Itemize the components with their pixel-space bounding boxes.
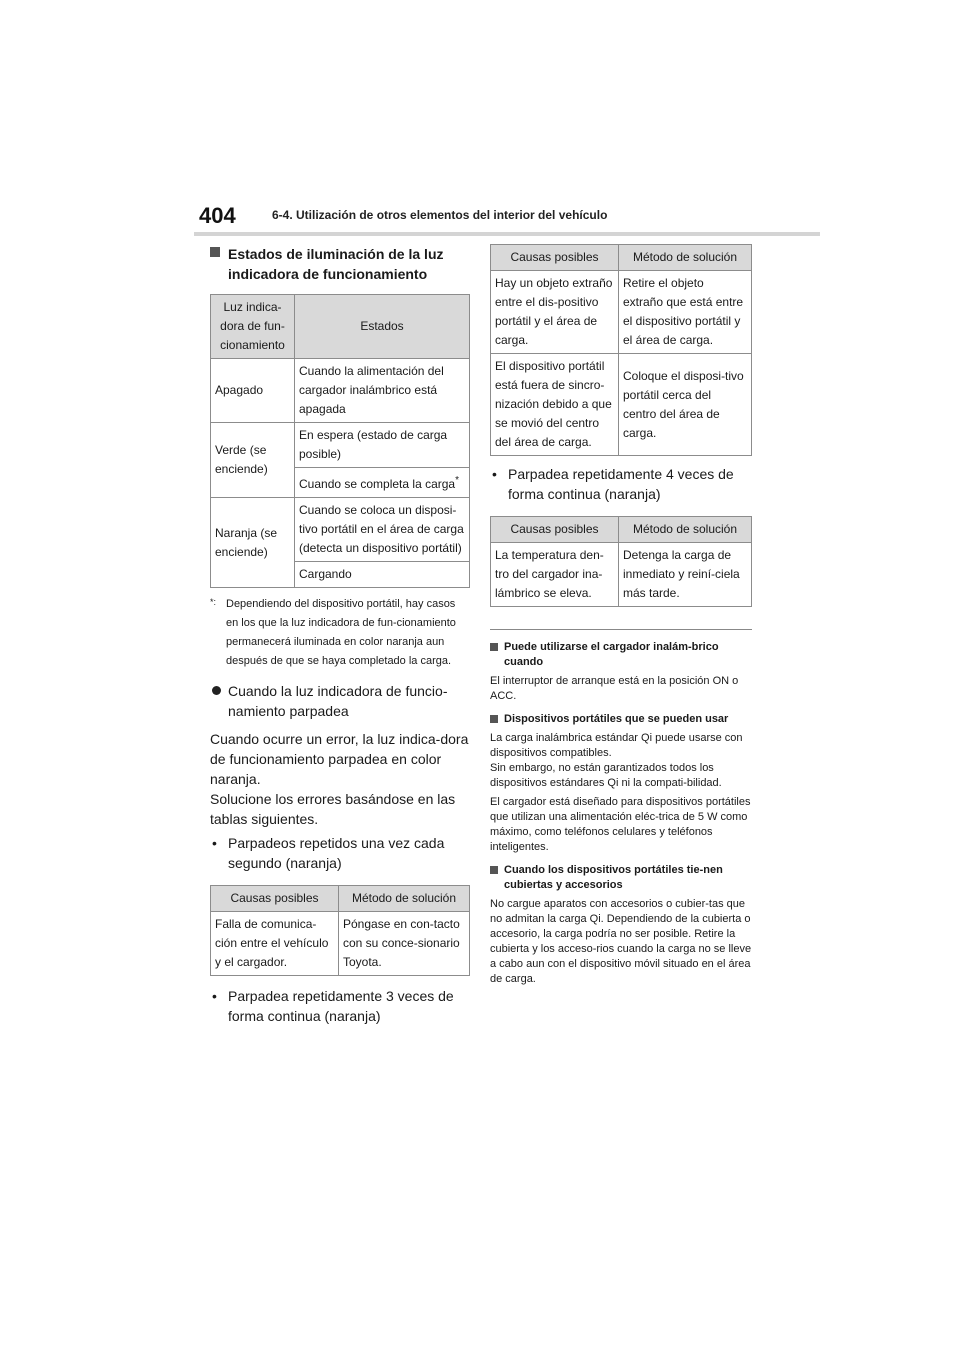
- table-header-cell: Método de solución: [619, 517, 752, 543]
- list-item-text: Parpadeos repetidos una vez cada segundo (naranja): [228, 835, 445, 871]
- table-header-cell: Método de solución: [339, 886, 470, 912]
- error-table-3: [490, 516, 752, 607]
- error-table-1: [210, 885, 470, 976]
- table-cell: Cargando: [295, 562, 470, 588]
- footnote: [210, 595, 470, 671]
- table-header-row: [211, 295, 470, 359]
- list-item-text: Parpadea repetidamente 3 veces de forma continua (naranja): [228, 988, 454, 1024]
- list-item: [490, 464, 752, 504]
- table-cell: Póngase en con-tacto con su conce-sionario Toyota.: [339, 912, 470, 976]
- bullet-glyph: •: [212, 988, 217, 1004]
- paragraph: Solucione los errores basándose en las tablas siguientes.: [210, 791, 456, 827]
- indicator-states-table: [210, 294, 470, 588]
- table-cell: Naranja (se enciende): [211, 498, 295, 588]
- note-paragraph: La carga inalámbrica estándar Qi puede usarse con dispositivos compatibles.: [490, 732, 743, 759]
- table-cell: Coloque el disposi-tivo portátil cerca del centro del área de carga.: [619, 354, 752, 456]
- note-paragraph: El cargador está diseñado para dispositivos portátiles que utilizan una alimentación eléc-trica de 5 W como máximo, como teléfonos celulares y teléfonos inteligentes.: [490, 796, 751, 853]
- section-heading: [210, 244, 470, 284]
- table-header-cell: Causas posibles: [211, 886, 339, 912]
- table-row: [211, 498, 470, 562]
- cell-text: Cuando se completa la carga: [299, 477, 456, 491]
- page-number: 404: [199, 203, 236, 228]
- list-item-text: Parpadea repetidamente 4 veces de forma continua (naranja): [508, 466, 734, 502]
- table-header-cell: Causas posibles: [491, 517, 619, 543]
- note-paragraph: El interruptor de arranque está en la posición ON o ACC.: [490, 675, 739, 702]
- table-header-row: [491, 245, 752, 271]
- note-heading: [490, 640, 752, 670]
- note-heading-text: Cuando los dispositivos portátiles tie-nen cubiertas y accesorios: [504, 864, 723, 891]
- divider: [490, 629, 752, 630]
- table-cell: Verde (se enciende): [211, 423, 295, 498]
- table-cell: En espera (estado de carga posible): [295, 423, 470, 468]
- note-heading: [490, 863, 752, 893]
- square-bullet-icon: [490, 866, 498, 874]
- list-item: [210, 833, 470, 873]
- round-bullet-icon: [212, 686, 221, 695]
- table-row: [211, 359, 470, 423]
- note-paragraph: No cargue aparatos con accesorios o cubier-tas que no admitan la carga Qi. Dependiendo de la cubierta o accesorio, la carga podría no ser posible. Retire la cubierta y los acceso-rios cuando la carga no se lleve a cabo aun con el dispositivo móvil situado en el área de carga.: [490, 898, 752, 985]
- table-cell: Falla de comunica-ción entre el vehículo y el cargador.: [211, 912, 339, 976]
- table-cell: El dispositivo portátil está fuera de sincro-nización debido a que se movió del centro del área de carga.: [491, 354, 619, 456]
- bullet-heading-text: Cuando la luz indicadora de funcio-namiento parpadea: [228, 683, 448, 719]
- table-cell: La temperatura den-tro del cargador ina-lámbrico se eleva.: [491, 543, 619, 607]
- table-row: [211, 912, 470, 976]
- note-heading-text: Puede utilizarse el cargador inalám-brico cuando: [504, 641, 719, 668]
- table-cell: Cuando la alimentación del cargador inalámbrico está apagada: [295, 359, 470, 423]
- table-cell: Retire el objeto extraño que está entre el dispositivo portátil y el área de carga.: [619, 271, 752, 354]
- bullet-glyph: •: [212, 835, 217, 851]
- square-bullet-icon: [490, 643, 498, 651]
- paragraph: Cuando ocurre un error, la luz indica-dora de funcionamiento parpadea en color naranja.: [210, 731, 469, 787]
- square-bullet-icon: [210, 247, 220, 257]
- list-item: [210, 986, 470, 1026]
- table-header-cell: Método de solución: [619, 245, 752, 271]
- footnote-mark: *:: [210, 597, 217, 607]
- bullet-glyph: •: [492, 466, 497, 482]
- bullet-heading: [210, 681, 470, 721]
- table-row: [491, 354, 752, 456]
- note-paragraph: Sin embargo, no están garantizados todos los dispositivos estándares Qi ni la compati-bilidad.: [490, 762, 722, 789]
- table-cell: [295, 468, 470, 498]
- footnote-text: Dependiendo del dispositivo portátil, hay casos en los que la luz indicadora de fun-cionamiento permanecerá iluminada en color naranja aun después de que se haya completado la carga.: [226, 598, 456, 667]
- section-title: 6-4. Utilización de otros elementos del interior del vehículo: [272, 208, 608, 222]
- table-header-row: [211, 886, 470, 912]
- table-row: [491, 543, 752, 607]
- table-header-row: [491, 517, 752, 543]
- table-header-cell: Luz indica-dora de fun-cionamiento: [211, 295, 295, 359]
- table-cell: Detenga la carga de inmediato y reiní-ciela más tarde.: [619, 543, 752, 607]
- asterisk-mark: *: [455, 475, 459, 486]
- table-header-cell: Causas posibles: [491, 245, 619, 271]
- note-heading: [490, 712, 752, 727]
- table-cell: Hay un objeto extraño entre el dis-positivo portátil y el área de carga.: [491, 271, 619, 354]
- left-column: [210, 244, 470, 1026]
- square-bullet-icon: [490, 715, 498, 723]
- right-column: [490, 244, 752, 987]
- section-heading-text: Estados de iluminación de la luz indicadora de funcionamiento: [228, 246, 444, 282]
- table-cell: Apagado: [211, 359, 295, 423]
- table-header-cell: Estados: [295, 295, 470, 359]
- table-cell: Cuando se coloca un disposi-tivo portátil en el área de carga (detecta un dispositivo portátil): [295, 498, 470, 562]
- table-row: [491, 271, 752, 354]
- table-row: [211, 423, 470, 468]
- note-heading-text: Dispositivos portátiles que se pueden usar: [504, 713, 729, 725]
- header-rule: [194, 232, 820, 236]
- error-table-2: [490, 244, 752, 456]
